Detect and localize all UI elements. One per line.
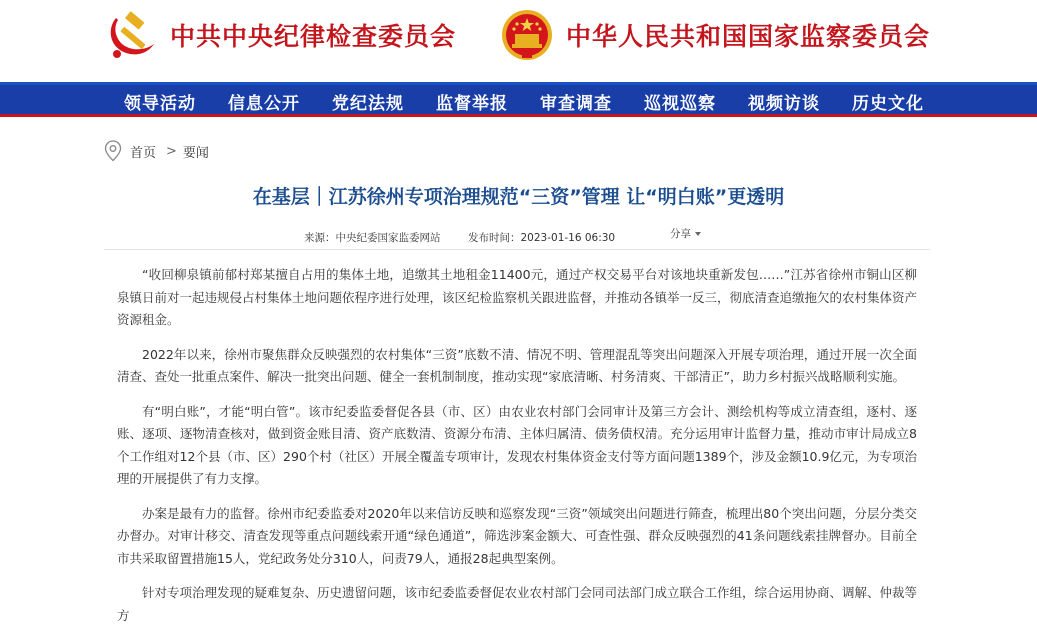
- article-publish-time: 发布时间：2023-01-16 06:30: [468, 232, 616, 244]
- article-title: 在基层｜江苏徐州专项治理规范“三资”管理 让“明白账”更透明: [252, 186, 785, 208]
- nsc-logo[interactable]: [500, 8, 930, 62]
- nav-item-inspection[interactable]: 巡视巡察: [644, 94, 716, 114]
- chevron-down-icon: [695, 232, 701, 236]
- article-paragraph: 办案是最有力的监督。徐州市纪委监委对2020年以来信访反映和巡察发现“三资”领域突出问题进行筛查，梳理出80个突出问题，分层分类交办督办。对审计移交、清查发现等重点问题线索开通“绿色通道”，筛选涉案金额大、可查性强、群众反映强烈的41条问题线索挂牌督办。目前全市共采取留置措施15人，党纪政务处分310人，问责79人，通报28起典型案例。: [117, 505, 917, 566]
- nav-item-reporting[interactable]: 监督举报: [436, 94, 508, 114]
- article-body: [117, 264, 917, 639]
- breadcrumb-current-link[interactable]: 要闻: [182, 145, 209, 161]
- ccdi-title: 中共中央纪律检查委员会: [170, 22, 457, 51]
- party-emblem-icon: [104, 8, 158, 62]
- nav-list: [124, 89, 956, 114]
- nav-item-video[interactable]: 视频访谈: [748, 94, 820, 114]
- breadcrumb: [104, 140, 209, 162]
- article-meta: [104, 226, 930, 250]
- site-header: [0, 0, 1037, 82]
- article-paragraph: 针对专项治理发现的疑难复杂、历史遗留问题，该市纪委监委督促农业农村部门会同司法部门成立联合工作组，综合运用协商、调解、仲裁等方: [117, 585, 918, 623]
- nav-item-regulations[interactable]: 党纪法规: [332, 94, 404, 114]
- breadcrumb-separator: >: [166, 143, 177, 159]
- nav-item-leadership[interactable]: 领导活动: [124, 94, 196, 114]
- nsc-title: 中华人民共和国国家监察委员会: [566, 22, 931, 51]
- article-paragraph: 有“明白账”，才能“明白管”。该市纪委监委督促各县（市、区）由农业农村部门会同审计及第三方会计、测绘机构等成立清查组，逐村、逐账、逐项、逐物清查核对，做到资金账目清、资产底数清、资源分布清、主体归属清、债务债权清。充分运用审计监督力量，推动市审计局成立8个工作组对12个县（市、区）290个村（社区）开展全覆盖专项审计，发现农村集体资金支付等方面问题1389个，涉及金额10.9亿元，为专项治理的开展提供了有力支撑。: [117, 403, 917, 486]
- location-pin-icon: [104, 140, 122, 162]
- share-label: 分享: [670, 228, 691, 240]
- breadcrumb-home-link[interactable]: 首页: [130, 145, 157, 161]
- article-source: 来源：中央纪委国家监委网站: [304, 232, 441, 244]
- article-paragraph: “收回柳泉镇前郁村郑某擅自占用的集体土地，追缴其土地租金11400元，通过产权交易平台对该地块重新发包……”江苏省徐州市铜山区柳泉镇日前对一起违规侵占村集体土地问题依程序进行处理，该区纪检监察机关跟进监督，并推动各镇举一反三，彻底清查追缴拖欠的农村集体资产资源租金。: [117, 267, 918, 327]
- article-paragraph: 2022年以来，徐州市聚焦群众反映强烈的农村集体“三资”底数不清、情况不明、管理混乱等突出问题深入开展专项治理，通过开展一次全面清查、查处一批重点案件、解决一批突出问题、健全一套机制制度，推动实现“家底清晰、村务清爽、干部清正”，助力乡村振兴战略顺利实施。: [117, 346, 917, 384]
- main-nav: [0, 82, 1037, 117]
- nav-item-investigation[interactable]: 审查调查: [540, 94, 612, 114]
- nav-item-disclosure[interactable]: 信息公开: [228, 94, 300, 114]
- ccdi-logo[interactable]: [104, 8, 456, 62]
- nav-item-history[interactable]: 历史文化: [852, 94, 924, 114]
- share-dropdown[interactable]: [670, 226, 701, 241]
- national-emblem-icon: [500, 8, 554, 62]
